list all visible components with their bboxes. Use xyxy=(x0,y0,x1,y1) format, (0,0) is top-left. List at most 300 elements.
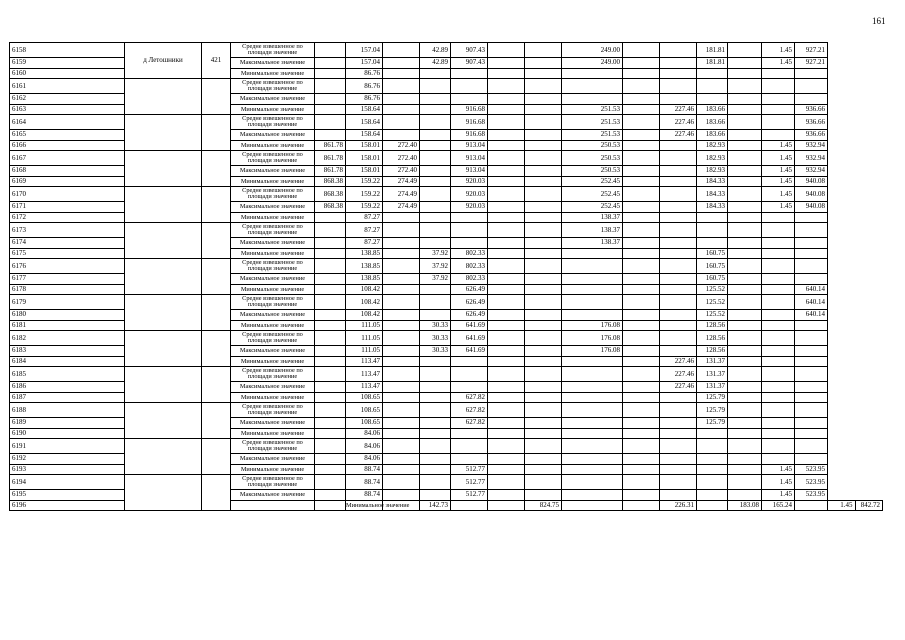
value-cell: 641.69 xyxy=(451,331,488,346)
population xyxy=(202,223,231,259)
value-cell xyxy=(451,382,488,393)
value-cell xyxy=(623,367,660,382)
value-cell: 927.21 xyxy=(795,58,828,69)
population xyxy=(202,439,231,475)
value-cell xyxy=(488,392,525,403)
value-cell xyxy=(383,284,420,295)
value-cell xyxy=(762,248,795,259)
value-cell xyxy=(488,356,525,367)
value-cell xyxy=(660,43,697,58)
value-cell: 1.45 xyxy=(762,490,795,501)
value-cell xyxy=(660,248,697,259)
value-type: Средне взвешенное по площади значение xyxy=(231,439,315,454)
value-cell: 249.00 xyxy=(562,58,623,69)
value-cell: 108.65 xyxy=(346,392,383,403)
settlement-name xyxy=(125,367,202,403)
value-cell xyxy=(795,356,828,367)
value-cell xyxy=(315,439,346,454)
value-cell: 42.89 xyxy=(420,43,451,58)
value-cell xyxy=(315,248,346,259)
row-id: 6172 xyxy=(10,212,125,223)
value-cell xyxy=(728,346,762,357)
value-cell xyxy=(420,212,451,223)
value-cell xyxy=(383,418,420,429)
value-cell xyxy=(383,94,420,105)
value-cell xyxy=(525,475,562,490)
value-cell xyxy=(488,320,525,331)
value-cell xyxy=(420,382,451,393)
table-row xyxy=(10,475,883,490)
value-cell xyxy=(660,274,697,285)
settlement-name xyxy=(125,151,202,187)
value-cell xyxy=(623,238,660,249)
value-cell: 226.31 xyxy=(660,500,697,511)
value-cell: 626.49 xyxy=(451,295,488,310)
value-cell xyxy=(728,104,762,115)
value-cell: 158.01 xyxy=(346,140,383,151)
value-cell xyxy=(623,439,660,454)
row-id: 6165 xyxy=(10,130,125,141)
value-cell: 37.92 xyxy=(420,248,451,259)
value-cell: 861.78 xyxy=(315,151,346,166)
data-table xyxy=(9,42,883,511)
value-cell xyxy=(525,68,562,79)
value-cell: 183.66 xyxy=(697,115,728,130)
value-cell xyxy=(383,295,420,310)
value-cell: 512.77 xyxy=(451,490,488,501)
value-cell xyxy=(623,104,660,115)
value-cell xyxy=(562,68,623,79)
value-cell xyxy=(762,274,795,285)
value-type: Минимальное значение xyxy=(231,356,315,367)
value-cell xyxy=(383,490,420,501)
value-cell xyxy=(451,367,488,382)
value-type: Минимальное значение xyxy=(346,501,410,509)
value-cell xyxy=(623,428,660,439)
value-cell: 641.69 xyxy=(451,346,488,357)
value-cell xyxy=(562,79,623,94)
row-id: 6171 xyxy=(10,202,125,213)
value-cell xyxy=(420,223,451,238)
value-cell: 84.06 xyxy=(346,454,383,465)
value-cell: 227.46 xyxy=(660,367,697,382)
value-cell xyxy=(728,454,762,465)
value-cell xyxy=(660,454,697,465)
value-cell xyxy=(623,475,660,490)
value-cell xyxy=(383,382,420,393)
value-cell xyxy=(795,238,828,249)
value-cell xyxy=(623,176,660,187)
value-cell xyxy=(660,94,697,105)
value-cell xyxy=(728,382,762,393)
value-cell: 940.08 xyxy=(795,176,828,187)
row-id: 6162 xyxy=(10,94,125,105)
value-cell: 1.45 xyxy=(762,58,795,69)
value-cell xyxy=(315,223,346,238)
value-cell xyxy=(383,130,420,141)
table-row xyxy=(10,295,883,310)
value-cell xyxy=(728,259,762,274)
value-cell xyxy=(315,454,346,465)
value-cell xyxy=(420,94,451,105)
value-type: Минимальное значение xyxy=(231,284,315,295)
value-cell xyxy=(420,79,451,94)
value-cell xyxy=(762,367,795,382)
value-cell: 87.27 xyxy=(346,238,383,249)
value-cell xyxy=(623,94,660,105)
value-cell xyxy=(795,346,828,357)
value-cell xyxy=(660,223,697,238)
value-cell xyxy=(525,130,562,141)
value-cell xyxy=(488,454,525,465)
value-cell xyxy=(451,500,488,511)
value-cell xyxy=(660,140,697,151)
value-cell: 138.85 xyxy=(346,274,383,285)
value-cell xyxy=(420,428,451,439)
value-cell: 274.49 xyxy=(383,176,420,187)
value-cell xyxy=(660,259,697,274)
value-cell: 125.79 xyxy=(697,403,728,418)
value-cell xyxy=(525,176,562,187)
value-cell xyxy=(525,439,562,454)
row-id: 6186 xyxy=(10,382,125,393)
table-row xyxy=(10,79,883,94)
row-id: 6173 xyxy=(10,223,125,238)
value-cell xyxy=(660,331,697,346)
value-cell xyxy=(525,310,562,321)
value-cell xyxy=(451,439,488,454)
value-cell xyxy=(315,356,346,367)
value-cell: 920.03 xyxy=(451,187,488,202)
value-cell xyxy=(660,392,697,403)
value-cell xyxy=(488,310,525,321)
value-cell: 916.68 xyxy=(451,130,488,141)
value-cell: 176.08 xyxy=(562,320,623,331)
value-cell xyxy=(697,454,728,465)
value-cell xyxy=(660,79,697,94)
value-cell xyxy=(525,392,562,403)
population xyxy=(202,475,231,511)
value-cell xyxy=(728,356,762,367)
value-cell xyxy=(795,428,828,439)
value-cell xyxy=(383,223,420,238)
value-cell xyxy=(728,274,762,285)
value-cell xyxy=(420,418,451,429)
value-cell xyxy=(660,439,697,454)
value-cell xyxy=(562,310,623,321)
value-cell xyxy=(383,310,420,321)
value-cell: 128.56 xyxy=(697,331,728,346)
value-cell: 128.56 xyxy=(697,320,728,331)
value-cell: 274.49 xyxy=(383,202,420,213)
value-cell xyxy=(762,320,795,331)
value-cell xyxy=(315,392,346,403)
value-cell xyxy=(762,284,795,295)
value-cell: 86.76 xyxy=(346,79,383,94)
value-cell xyxy=(315,475,346,490)
value-cell xyxy=(420,464,451,475)
value-cell xyxy=(315,130,346,141)
value-cell xyxy=(383,439,420,454)
value-cell: 523.95 xyxy=(795,490,828,501)
value-type: Минимальное значение xyxy=(231,320,315,331)
value-cell: 907.43 xyxy=(451,58,488,69)
value-cell xyxy=(488,238,525,249)
value-cell xyxy=(488,500,525,511)
value-cell: 940.08 xyxy=(795,202,828,213)
value-cell xyxy=(762,295,795,310)
row-id: 6195 xyxy=(10,490,125,501)
value-cell xyxy=(562,403,623,418)
value-cell: 512.77 xyxy=(451,475,488,490)
settlement-name xyxy=(125,115,202,151)
value-cell: 138.85 xyxy=(346,248,383,259)
value-cell: 932.94 xyxy=(795,166,828,177)
value-type: Максимальное значение xyxy=(231,130,315,141)
row-id: 6183 xyxy=(10,346,125,357)
value-cell: 1.45 xyxy=(762,140,795,151)
value-cell: 131.37 xyxy=(697,367,728,382)
table-row xyxy=(10,223,883,238)
value-cell: 252.45 xyxy=(562,176,623,187)
value-cell xyxy=(488,151,525,166)
row-id: 6166 xyxy=(10,140,125,151)
value-cell xyxy=(660,464,697,475)
value-cell xyxy=(660,346,697,357)
value-cell xyxy=(728,79,762,94)
value-cell xyxy=(315,320,346,331)
value-cell xyxy=(795,320,828,331)
value-type: Средне взвешенное по площади значение xyxy=(231,259,315,274)
table-row xyxy=(10,187,883,202)
value-cell xyxy=(562,274,623,285)
value-cell xyxy=(420,284,451,295)
settlement-name xyxy=(125,223,202,259)
value-cell xyxy=(525,187,562,202)
value-cell xyxy=(315,403,346,418)
value-cell: 251.53 xyxy=(562,104,623,115)
value-cell xyxy=(315,115,346,130)
value-cell: 138.37 xyxy=(562,212,623,223)
population xyxy=(202,367,231,403)
value-cell xyxy=(728,58,762,69)
value-cell: 165.24 xyxy=(762,500,795,511)
value-cell xyxy=(315,295,346,310)
table-row xyxy=(10,115,883,130)
value-type: Средне взвешенное по площади значение xyxy=(231,367,315,382)
value-cell xyxy=(762,94,795,105)
row-id: 6180 xyxy=(10,310,125,321)
value-cell xyxy=(315,104,346,115)
value-type: Средне взвешенное по площади значение xyxy=(231,115,315,130)
value-cell xyxy=(451,238,488,249)
value-cell xyxy=(728,202,762,213)
value-cell xyxy=(383,356,420,367)
value-cell xyxy=(383,79,420,94)
row-id: 6159 xyxy=(10,58,125,69)
value-cell xyxy=(525,490,562,501)
value-cell xyxy=(660,202,697,213)
value-cell xyxy=(762,223,795,238)
value-cell xyxy=(623,331,660,346)
value-cell xyxy=(488,346,525,357)
value-cell xyxy=(728,176,762,187)
value-cell: 125.52 xyxy=(697,295,728,310)
value-cell xyxy=(525,367,562,382)
value-cell xyxy=(623,274,660,285)
value-cell: 113.47 xyxy=(346,367,383,382)
value-cell xyxy=(488,295,525,310)
value-cell xyxy=(383,320,420,331)
value-cell xyxy=(420,140,451,151)
value-cell: 183.66 xyxy=(697,104,728,115)
value-cell xyxy=(451,428,488,439)
value-cell: 158.01 xyxy=(346,166,383,177)
value-cell xyxy=(697,464,728,475)
value-cell xyxy=(488,68,525,79)
value-cell xyxy=(697,475,728,490)
value-cell xyxy=(315,331,346,346)
page-number: 161 xyxy=(872,16,886,26)
value-cell xyxy=(420,490,451,501)
settlement-name: д Летошники xyxy=(125,43,202,79)
value-cell: 1.45 xyxy=(762,187,795,202)
value-cell xyxy=(660,68,697,79)
value-cell xyxy=(383,274,420,285)
value-cell: 184.33 xyxy=(697,202,728,213)
value-cell xyxy=(623,212,660,223)
value-cell: 160.75 xyxy=(697,248,728,259)
value-cell xyxy=(420,68,451,79)
value-cell xyxy=(488,176,525,187)
value-cell xyxy=(623,259,660,274)
value-cell: 936.66 xyxy=(795,115,828,130)
value-cell: 227.46 xyxy=(660,104,697,115)
population xyxy=(202,79,231,115)
value-type: Максимальное значение xyxy=(231,454,315,465)
value-cell xyxy=(728,428,762,439)
value-cell xyxy=(728,94,762,105)
value-cell: 227.46 xyxy=(660,382,697,393)
value-cell xyxy=(562,356,623,367)
value-cell xyxy=(623,490,660,501)
value-cell xyxy=(795,500,828,511)
value-cell xyxy=(728,310,762,321)
value-cell: 272.40 xyxy=(383,151,420,166)
value-cell xyxy=(762,115,795,130)
value-cell xyxy=(488,382,525,393)
row-id: 6175 xyxy=(10,248,125,259)
value-cell xyxy=(488,202,525,213)
value-cell xyxy=(623,464,660,475)
value-cell xyxy=(315,212,346,223)
value-cell xyxy=(488,475,525,490)
value-cell xyxy=(488,79,525,94)
value-cell: 627.82 xyxy=(451,418,488,429)
value-cell xyxy=(525,259,562,274)
value-cell xyxy=(728,320,762,331)
value-cell xyxy=(728,223,762,238)
value-cell xyxy=(728,68,762,79)
value-cell: 250.53 xyxy=(562,166,623,177)
value-cell xyxy=(562,382,623,393)
value-cell: 640.14 xyxy=(795,295,828,310)
value-cell xyxy=(795,331,828,346)
value-cell: 88.74 xyxy=(346,490,383,501)
row-id: 6176 xyxy=(10,259,125,274)
value-cell xyxy=(660,176,697,187)
value-cell: 249.00 xyxy=(562,43,623,58)
value-cell xyxy=(728,464,762,475)
value-cell xyxy=(562,428,623,439)
value-cell xyxy=(451,223,488,238)
value-type: Минимальное значение xyxy=(231,248,315,259)
value-cell: 251.53 xyxy=(562,130,623,141)
table-row xyxy=(10,259,883,274)
value-cell xyxy=(315,418,346,429)
value-cell xyxy=(762,79,795,94)
value-cell xyxy=(562,248,623,259)
value-cell xyxy=(762,403,795,418)
row-id: 6181 xyxy=(10,320,125,331)
settlement-name xyxy=(125,79,202,115)
value-cell xyxy=(762,212,795,223)
value-cell xyxy=(488,439,525,454)
value-cell xyxy=(525,94,562,105)
value-type: Средне взвешенное по площади значение xyxy=(231,475,315,490)
population xyxy=(202,151,231,187)
value-cell xyxy=(525,140,562,151)
value-cell: 125.79 xyxy=(697,392,728,403)
value-cell xyxy=(562,392,623,403)
value-cell: 523.95 xyxy=(795,475,828,490)
value-cell xyxy=(420,367,451,382)
value-cell xyxy=(697,500,728,511)
value-cell xyxy=(660,151,697,166)
value-type: Средне взвешенное по площади значение xyxy=(231,187,315,202)
value-type: Максимальное значение xyxy=(231,274,315,285)
population xyxy=(202,403,231,439)
value-cell xyxy=(525,428,562,439)
value-cell: 131.37 xyxy=(697,382,728,393)
row-id: 6191 xyxy=(10,439,125,454)
value-cell: 108.65 xyxy=(346,418,383,429)
value-cell: 227.46 xyxy=(660,356,697,367)
value-cell xyxy=(697,428,728,439)
row-id: 6194 xyxy=(10,475,125,490)
value-cell: 158.64 xyxy=(346,130,383,141)
value-cell xyxy=(728,187,762,202)
value-cell xyxy=(383,104,420,115)
settlement-name xyxy=(125,259,202,295)
value-cell xyxy=(728,331,762,346)
value-type: Максимальное значение xyxy=(231,166,315,177)
value-cell xyxy=(728,392,762,403)
value-cell xyxy=(488,166,525,177)
value-cell xyxy=(315,259,346,274)
value-cell xyxy=(795,259,828,274)
row-id: 6169 xyxy=(10,176,125,187)
value-cell: 1.45 xyxy=(762,151,795,166)
value-cell xyxy=(623,202,660,213)
row-id: 6187 xyxy=(10,392,125,403)
row-id: 6193 xyxy=(10,464,125,475)
value-type: Максимальное значение xyxy=(231,346,315,357)
value-cell xyxy=(420,176,451,187)
value-cell xyxy=(562,284,623,295)
value-cell: 802.33 xyxy=(451,248,488,259)
value-cell xyxy=(383,475,420,490)
